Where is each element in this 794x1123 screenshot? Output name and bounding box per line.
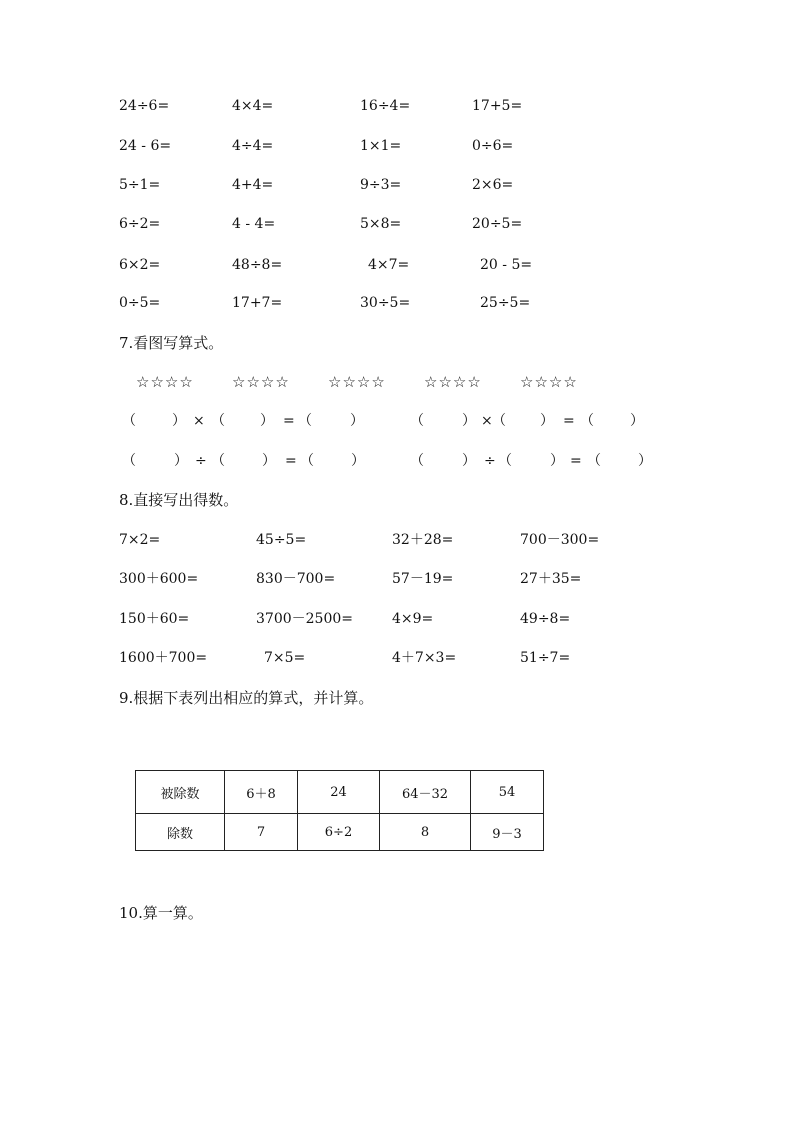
paren-close: ） bbox=[540, 413, 554, 429]
equals-sign: = bbox=[570, 453, 582, 469]
times-sign: × bbox=[481, 413, 493, 429]
calc-item: 150＋60= bbox=[119, 611, 190, 627]
grid-cell: 1×1= bbox=[360, 138, 402, 154]
table-header-divisor: 除数 bbox=[136, 814, 225, 851]
equals-sign: = bbox=[285, 453, 297, 469]
equals-sign: = bbox=[563, 413, 575, 429]
times-sign: × bbox=[193, 413, 205, 429]
calc-item: 7×5= bbox=[264, 650, 306, 666]
paren-open: （ bbox=[580, 413, 594, 429]
calc-item: 45÷5= bbox=[256, 532, 307, 548]
grid-cell: 17+7= bbox=[232, 295, 283, 311]
table-cell: 64－32 bbox=[380, 771, 471, 814]
paren-open: （ bbox=[211, 413, 225, 429]
grid-cell: 20÷5= bbox=[472, 216, 523, 232]
paren-close: ） bbox=[351, 453, 365, 469]
star-group: ☆☆☆☆ bbox=[136, 373, 194, 391]
grid-row-3 bbox=[0, 175, 794, 195]
grid-cell: 4×4= bbox=[232, 98, 274, 114]
grid-cell: 48÷8= bbox=[232, 257, 283, 273]
star-group: ☆☆☆☆ bbox=[328, 373, 386, 391]
paren-open: （ bbox=[492, 413, 506, 429]
paren-open: （ bbox=[211, 453, 225, 469]
stars-row bbox=[0, 372, 794, 392]
paren-close: ） bbox=[550, 453, 564, 469]
paren-close: ） bbox=[262, 453, 276, 469]
grid-cell: 20 - 5= bbox=[480, 257, 533, 273]
grid-row-4 bbox=[0, 214, 794, 234]
grid-cell: 6÷2= bbox=[119, 216, 161, 232]
grid-cell: 9÷3= bbox=[360, 177, 402, 193]
grid-cell: 4×7= bbox=[368, 257, 410, 273]
calc-item: 57－19= bbox=[392, 571, 454, 587]
calc-item: 27＋35= bbox=[520, 571, 582, 587]
paren-open: （ bbox=[410, 453, 424, 469]
calc-row-1 bbox=[0, 530, 794, 550]
table-cell: 8 bbox=[380, 814, 471, 851]
calc-item: 700－300= bbox=[520, 532, 600, 548]
calc-item: 51÷7= bbox=[520, 650, 571, 666]
grid-row-6 bbox=[0, 293, 794, 313]
grid-cell: 24 - 6= bbox=[119, 138, 172, 154]
grid-cell: 0÷6= bbox=[472, 138, 514, 154]
paren-close: ） bbox=[260, 413, 274, 429]
question-9-title: 9.根据下表列出相应的算式，并计算。 bbox=[119, 689, 374, 707]
calc-item: 4×9= bbox=[392, 611, 434, 627]
grid-cell: 4+4= bbox=[232, 177, 274, 193]
grid-cell: 0÷5= bbox=[119, 295, 161, 311]
grid-row-5 bbox=[0, 255, 794, 275]
question-8-title: 8.直接写出得数。 bbox=[119, 491, 239, 509]
paren-close: ） bbox=[630, 413, 644, 429]
calc-item: 830－700= bbox=[256, 571, 336, 587]
calc-item: 49÷8= bbox=[520, 611, 571, 627]
calc-row-3 bbox=[0, 609, 794, 629]
calc-item: 7×2= bbox=[119, 532, 161, 548]
grid-row-2 bbox=[0, 136, 794, 156]
grid-cell: 16÷4= bbox=[360, 98, 411, 114]
paren-open: （ bbox=[498, 453, 512, 469]
paren-close: ） bbox=[350, 413, 364, 429]
calc-item: 300＋600= bbox=[119, 571, 199, 587]
paren-open: （ bbox=[298, 413, 312, 429]
dividend-divisor-table bbox=[135, 770, 544, 851]
equals-sign: = bbox=[283, 413, 295, 429]
paren-open: （ bbox=[122, 413, 136, 429]
table-cell: 7 bbox=[225, 814, 298, 851]
calc-row-2 bbox=[0, 569, 794, 589]
divide-sign: ÷ bbox=[195, 453, 207, 469]
divide-sign: ÷ bbox=[484, 453, 496, 469]
grid-cell: 6×2= bbox=[119, 257, 161, 273]
paren-close: ） bbox=[462, 413, 476, 429]
star-group: ☆☆☆☆ bbox=[424, 373, 482, 391]
calc-item: 32＋28= bbox=[392, 532, 454, 548]
paren-close: ） bbox=[462, 453, 476, 469]
division-blank-line bbox=[0, 451, 794, 471]
table-cell: 24 bbox=[298, 771, 380, 814]
grid-cell: 30÷5= bbox=[360, 295, 411, 311]
paren-close: ） bbox=[174, 453, 188, 469]
grid-cell: 4÷4= bbox=[232, 138, 274, 154]
table-row-dividend bbox=[136, 771, 544, 814]
grid-cell: 17+5= bbox=[472, 98, 523, 114]
paren-close: ） bbox=[172, 413, 186, 429]
grid-cell: 24÷6= bbox=[119, 98, 170, 114]
paren-open: （ bbox=[122, 453, 136, 469]
question-7-title: 7.看图写算式。 bbox=[119, 334, 224, 352]
paren-open: （ bbox=[410, 413, 424, 429]
grid-cell: 5÷1= bbox=[119, 177, 161, 193]
grid-row-1 bbox=[0, 96, 794, 116]
star-group: ☆☆☆☆ bbox=[232, 373, 290, 391]
table-cell: 9－3 bbox=[471, 814, 544, 851]
grid-cell: 5×8= bbox=[360, 216, 402, 232]
paren-close: ） bbox=[638, 453, 652, 469]
table-cell: 6÷2 bbox=[298, 814, 380, 851]
star-group: ☆☆☆☆ bbox=[520, 373, 578, 391]
table-row-divisor bbox=[136, 814, 544, 851]
grid-cell: 4 - 4= bbox=[232, 216, 276, 232]
table-cell: 6＋8 bbox=[225, 771, 298, 814]
calc-item: 1600＋700= bbox=[119, 650, 208, 666]
calc-item: 3700－2500= bbox=[256, 611, 353, 627]
calc-item: 4＋7×3= bbox=[392, 650, 457, 666]
multiplication-blank-line bbox=[0, 411, 794, 431]
paren-open: （ bbox=[300, 453, 314, 469]
grid-cell: 2×6= bbox=[472, 177, 514, 193]
paren-open: （ bbox=[587, 453, 601, 469]
grid-cell: 25÷5= bbox=[480, 295, 531, 311]
question-10-title: 10.算一算。 bbox=[119, 904, 203, 922]
table-header-dividend: 被除数 bbox=[136, 771, 225, 814]
table-cell: 54 bbox=[471, 771, 544, 814]
calc-row-4 bbox=[0, 648, 794, 668]
